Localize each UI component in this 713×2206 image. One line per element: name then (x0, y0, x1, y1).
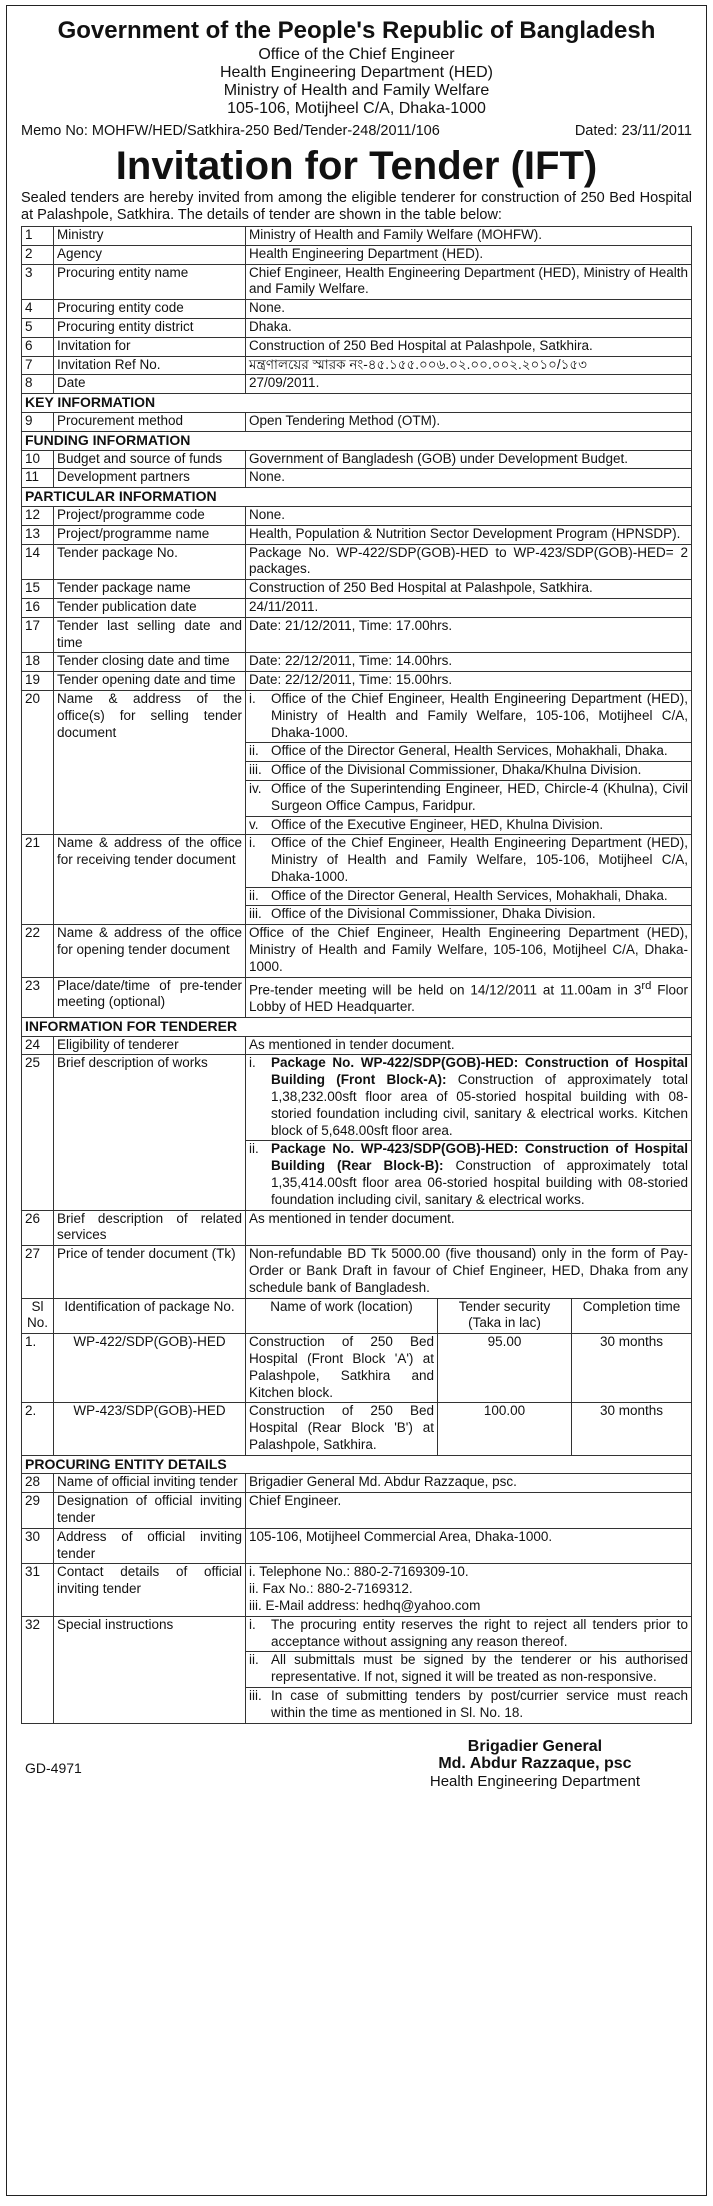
list-marker: i. (249, 690, 256, 706)
list-marker: ii. (249, 1652, 259, 1668)
row-number: 13 (22, 525, 54, 544)
table-row (22, 337, 692, 356)
row-value: 27/09/2011. (246, 375, 692, 394)
row-value: Dhaka. (246, 318, 692, 337)
row-number: 10 (22, 450, 54, 469)
table-row (22, 300, 692, 319)
receiving-offices-list (246, 835, 692, 925)
row-field: Brief description of works (54, 1055, 246, 1210)
table-row (22, 525, 692, 544)
row-field: Development partners (54, 469, 246, 488)
row-number: 8 (22, 375, 54, 394)
list-text (271, 1055, 688, 1139)
list-marker: i. (249, 1616, 256, 1632)
list-item (246, 1141, 691, 1209)
column-header: Sl No. (22, 1298, 54, 1334)
package-completion: 30 months (572, 1403, 692, 1455)
row-field: Agency (54, 245, 246, 264)
package-sl: 1. (22, 1334, 54, 1403)
ministry-name: Ministry of Health and Family Welfare (223, 82, 490, 99)
row-field: Procuring entity code (54, 300, 246, 319)
list-item (246, 888, 691, 907)
table-row (22, 835, 692, 925)
page-title: Invitation for Tender (IFT) (115, 144, 598, 188)
telephone-number: i. Telephone No.: 880-2-7169309-10. (249, 1564, 469, 1580)
pre-tender-text: Pre-tender meeting will be held on 14/12/2011 at 11.00am in 3 (249, 982, 642, 998)
row-number: 29 (22, 1493, 54, 1529)
office-name: Office of the Chief Engineer (258, 46, 455, 63)
works-list (246, 1055, 692, 1210)
list-text: Office of the Executive Engineer, HED, Khulna Division. (271, 816, 604, 832)
signature-block (430, 1738, 640, 1791)
row-number: 30 (22, 1528, 54, 1564)
pre-tender-text-end: Floor Lobby of HED Headquarter. (249, 982, 688, 1014)
office-address: 105-106, Motijheel C/A, Dhaka-1000 (227, 100, 486, 117)
signatory-rank: Brigadier General (467, 1737, 603, 1755)
row-number: 14 (22, 544, 54, 580)
package-table (21, 1298, 692, 1456)
row-field: Ministry (54, 227, 246, 246)
list-text: Office of the Chief Engineer, Health Engineering Department (HED), Ministry of Health and Family Welfare, 105-106, Motijheel C/A, Dhaka-1000. (271, 690, 688, 740)
row-number: 2 (22, 245, 54, 264)
column-header: Completion time (572, 1298, 692, 1334)
row-number: 7 (22, 356, 54, 375)
list-item (246, 743, 691, 762)
row-value: None. (246, 300, 692, 319)
table-row (22, 544, 692, 580)
list-marker: i. (249, 835, 256, 851)
table-row (22, 1493, 692, 1529)
table-row (22, 245, 692, 264)
row-value: Non-refundable BD Tk 5000.00 (five thousand) only in the form of Pay-Order or Bank Draft in favour of Chief Engineer, HED, Dhaka from any schedule bank of Bangladesh. (246, 1246, 692, 1298)
row-value: Chief Engineer, Health Engineering Department (HED), Ministry of Health and Family Welfare. (246, 264, 692, 300)
list-text: Office of the Director General, Health Services, Mohakhali, Dhaka. (271, 887, 668, 903)
row-field: Eligibility of tenderer (54, 1036, 246, 1055)
table-row (22, 1246, 692, 1298)
list-marker: iii. (249, 762, 262, 778)
section-procuring-entity-details: PROCURING ENTITY DETAILS (22, 1455, 692, 1474)
list-text: Office of the Divisional Commissioner, Dhaka Division. (271, 906, 596, 922)
row-field: Procuring entity name (54, 264, 246, 300)
row-field: Tender publication date (54, 598, 246, 617)
row-value: As mentioned in tender document. (246, 1036, 692, 1055)
row-number: 21 (22, 835, 54, 925)
row-field: Name of official inviting tender (54, 1474, 246, 1493)
list-text: Office of the Superintending Engineer, HED, Chircle-4 (Khulna), Civil Surgeon Office Campus, Faridpur. (271, 780, 688, 813)
table-row (22, 580, 692, 599)
list-item (246, 1688, 691, 1723)
section-heading (22, 1455, 692, 1474)
column-header: Tender security (Taka in lac) (438, 1298, 572, 1334)
row-value (246, 977, 692, 1017)
package-security: 100.00 (438, 1403, 572, 1455)
row-value: Package No. WP-422/SDP(GOB)-HED to WP-423/SDP(GOB)-HED= 2 packages. (246, 544, 692, 580)
row-number: 12 (22, 506, 54, 525)
row-field: Name & address of the office(s) for selling tender document (54, 690, 246, 834)
list-item (246, 1652, 691, 1688)
table-row (22, 1616, 692, 1723)
memo-date: Dated: 23/11/2011 (574, 123, 692, 139)
memo-line (21, 122, 692, 140)
list-marker: ii. (249, 1141, 259, 1157)
list-item (246, 1055, 691, 1141)
selling-offices-list (246, 690, 692, 834)
row-number: 24 (22, 1036, 54, 1055)
row-number: 16 (22, 598, 54, 617)
letterhead (21, 16, 692, 118)
table-row (22, 1564, 692, 1616)
row-field: Tender closing date and time (54, 653, 246, 672)
row-number: 11 (22, 469, 54, 488)
row-value: None. (246, 506, 692, 525)
list-text: In case of submitting tenders by post/currier service must reach within the time as mentioned in Sl. No. 18. (271, 1688, 688, 1720)
section-heading (22, 431, 692, 450)
gd-number: GD-4971 (25, 1759, 82, 1776)
footer (21, 1738, 692, 1796)
row-value: Chief Engineer. (246, 1493, 692, 1529)
row-field: Name & address of the office for opening tender document (54, 925, 246, 977)
row-field: Tender package No. (54, 544, 246, 580)
row-field: Price of tender document (Tk) (54, 1246, 246, 1298)
row-number: 27 (22, 1246, 54, 1298)
list-marker: i. (249, 1055, 256, 1071)
column-header: Identification of package No. (54, 1298, 246, 1334)
package-id: WP-423/SDP(GOB)-HED (54, 1403, 246, 1455)
row-value: Health, Population & Nutrition Sector Development Program (HPNSDP). (246, 525, 692, 544)
row-field: Invitation Ref No. (54, 356, 246, 375)
row-number: 26 (22, 1210, 54, 1246)
package-heading: Package No. WP-423/SDP(GOB)-HED: Construction of Hospital Building (Rear Block-B): (271, 1141, 688, 1174)
row-number: 6 (22, 337, 54, 356)
list-text: Office of the Director General, Health Services, Mohakhali, Dhaka. (271, 743, 668, 759)
row-number: 25 (22, 1055, 54, 1210)
tender-notice (6, 5, 707, 2196)
table-row (22, 672, 692, 691)
row-number: 4 (22, 300, 54, 319)
list-item (246, 691, 691, 743)
row-field: Procurement method (54, 412, 246, 431)
table-row (22, 1210, 692, 1246)
row-field: Project/programme name (54, 525, 246, 544)
row-value: 24/11/2011. (246, 598, 692, 617)
fax-number: ii. Fax No.: 880-2-7169312. (249, 1581, 413, 1597)
package-sl: 2. (22, 1403, 54, 1455)
row-number: 23 (22, 977, 54, 1017)
row-value: Date: 22/12/2011, Time: 14.00hrs. (246, 653, 692, 672)
row-field: Place/date/time of pre-tender meeting (optional) (54, 977, 246, 1017)
section-heading (22, 1017, 692, 1036)
package-security: 95.00 (438, 1334, 572, 1403)
table-row (22, 925, 692, 977)
memo-number: Memo No: MOHFW/HED/Satkhira-250 Bed/Tender-248/2011/106 (21, 123, 440, 139)
package-heading: Package No. WP-422/SDP(GOB)-HED: Construction of Hospital Building (Front Block-A): (271, 1055, 688, 1088)
list-text: Office of the Divisional Commissioner, Dhaka/Khulna Division. (271, 762, 642, 778)
row-field: Date (54, 375, 246, 394)
row-number: 3 (22, 264, 54, 300)
list-item (246, 817, 691, 835)
column-header: Name of work (location) (246, 1298, 438, 1334)
row-value: 105-106, Motijheel Commercial Area, Dhaka-1000. (246, 1528, 692, 1564)
package-work: Construction of 250 Bed Hospital (Front Block 'A') at Palashpole, Satkhira and Kitchen block. (246, 1334, 438, 1403)
table-row (22, 977, 692, 1017)
government-title: Government of the People's Republic of Bangladesh (57, 17, 656, 44)
row-field: Procuring entity district (54, 318, 246, 337)
table-row (22, 412, 692, 431)
row-number: 9 (22, 412, 54, 431)
list-marker: v. (249, 816, 259, 832)
row-value: None. (246, 469, 692, 488)
table-row (22, 264, 692, 300)
row-field: Tender opening date and time (54, 672, 246, 691)
row-field: Address of official inviting tender (54, 1528, 246, 1564)
row-number: 32 (22, 1616, 54, 1723)
list-text: All submittals must be signed by the tenderer or his authorised representative. If not, signed it will be treated as non-responsive. (271, 1652, 688, 1685)
row-field: Project/programme code (54, 506, 246, 525)
row-field: Budget and source of funds (54, 450, 246, 469)
row-field: Brief description of related services (54, 1210, 246, 1246)
list-marker: iv. (249, 780, 262, 796)
row-number: 31 (22, 1564, 54, 1616)
table-row (22, 375, 692, 394)
procuring-entity-table (21, 1455, 692, 1724)
table-row (22, 690, 692, 834)
row-value: Construction of 250 Bed Hospital at Palashpole, Satkhira. (246, 337, 692, 356)
row-field: Tender last selling date and time (54, 617, 246, 653)
row-number: 22 (22, 925, 54, 977)
table-row (22, 506, 692, 525)
table-row (22, 598, 692, 617)
row-number: 28 (22, 1474, 54, 1493)
row-field: Special instructions (54, 1616, 246, 1723)
row-number: 19 (22, 672, 54, 691)
row-value: Health Engineering Department (HED). (246, 245, 692, 264)
package-work: Construction of 250 Bed Hospital (Rear Block 'B') at Palashpole, Satkhira. (246, 1403, 438, 1455)
row-value: Date: 22/12/2011, Time: 15.00hrs. (246, 672, 692, 691)
row-number: 1 (22, 227, 54, 246)
row-number: 20 (22, 690, 54, 834)
table-row (22, 1474, 692, 1493)
table-row (22, 653, 692, 672)
list-marker: iii. (249, 1688, 262, 1704)
list-item (246, 835, 691, 887)
list-marker: iii. (249, 906, 262, 922)
package-id: WP-422/SDP(GOB)-HED (54, 1334, 246, 1403)
list-text (271, 1141, 688, 1208)
row-field: Tender package name (54, 580, 246, 599)
row-field: Designation of official inviting tender (54, 1493, 246, 1529)
list-text: The procuring entity reserves the right to reject all tenders prior to acceptance without assigning any reason thereof. (271, 1616, 688, 1649)
row-field: Contact details of official inviting tender (54, 1564, 246, 1616)
row-value: Construction of 250 Bed Hospital at Palashpole, Satkhira. (246, 580, 692, 599)
row-value: Government of Bangladesh (GOB) under Development Budget. (246, 450, 692, 469)
list-marker: ii. (249, 887, 259, 903)
table-row (22, 1403, 692, 1455)
list-text: Office of the Chief Engineer, Health Engineering Department (HED), Ministry of Health and Family Welfare, 105-106, Motijheel C/A, Dhaka-1000. (271, 835, 688, 884)
table-row (22, 227, 692, 246)
row-field: Name & address of the office for receiving tender document (54, 835, 246, 925)
table-row (22, 1036, 692, 1055)
list-item (246, 906, 691, 924)
list-marker: ii. (249, 743, 259, 759)
list-item (246, 1617, 691, 1653)
row-value: Brigadier General Md. Abdur Razzaque, psc. (246, 1474, 692, 1493)
tender-details-table (21, 226, 692, 1299)
list-item (246, 781, 691, 817)
row-value: মন্ত্রণালয়ের স্মারক নং-৪৫.১৫৫.০০৬.০২.০০.০০২.২০১০/১৫৩ (246, 356, 692, 375)
table-row (22, 450, 692, 469)
table-row (22, 356, 692, 375)
section-particular-information: PARTICULAR INFORMATION (22, 488, 692, 507)
package-completion: 30 months (572, 1334, 692, 1403)
department-name: Health Engineering Department (HED) (219, 64, 493, 81)
row-value: Office of the Chief Engineer, Health Engineering Department (HED), Ministry of Health and Family Welfare, 105-106, Motijheel C/A, Dhaka-1000. (246, 925, 692, 977)
row-number: 18 (22, 653, 54, 672)
table-row (22, 318, 692, 337)
signatory-department: Health Engineering Department (429, 1772, 640, 1790)
row-number: 5 (22, 318, 54, 337)
section-funding-information: FUNDING INFORMATION (22, 431, 692, 450)
list-item (246, 762, 691, 781)
table-row (22, 1055, 692, 1210)
row-value: Ministry of Health and Family Welfare (MOHFW). (246, 227, 692, 246)
section-heading (22, 394, 692, 413)
package-description: Construction of approximately total 1,38,232.00sft floor area of 05-storied hospital building with 08-storied foundation including civil, sanitary & electrical works. Kitchen block of 5,648.00sft floor area. (271, 1072, 688, 1138)
package-description: Construction of approximately total 1,35,414.00sft floor area 06-storied hospital building with 08-storied foundation including civil, sanitary & electrical works. (271, 1158, 688, 1207)
table-row (22, 469, 692, 488)
contact-details (246, 1564, 692, 1616)
row-value: Date: 21/12/2011, Time: 17.00hrs. (246, 617, 692, 653)
section-key-information: KEY INFORMATION (22, 394, 692, 413)
row-number: 17 (22, 617, 54, 653)
package-table-header (22, 1298, 692, 1334)
row-value: Open Tendering Method (OTM). (246, 412, 692, 431)
section-information-for-tenderer: INFORMATION FOR TENDERER (22, 1017, 692, 1036)
intro-paragraph: Sealed tenders are hereby invited from among the eligible tenderer for construction of 250 Bed Hospital at Palashpole, Satkhira. The details of tender are shown in the table below: (21, 190, 692, 223)
row-value: As mentioned in tender document. (246, 1210, 692, 1246)
row-number: 15 (22, 580, 54, 599)
section-heading (22, 488, 692, 507)
email-address: iii. E-Mail address: hedhq@yahoo.com (249, 1598, 481, 1614)
special-instructions-list (246, 1616, 692, 1723)
signatory-name: Md. Abdur Razzaque, psc (438, 1755, 632, 1773)
table-row (22, 1528, 692, 1564)
ordinal-suffix: rd (641, 979, 652, 992)
row-field: Invitation for (54, 337, 246, 356)
table-row (22, 617, 692, 653)
table-row (22, 1334, 692, 1403)
